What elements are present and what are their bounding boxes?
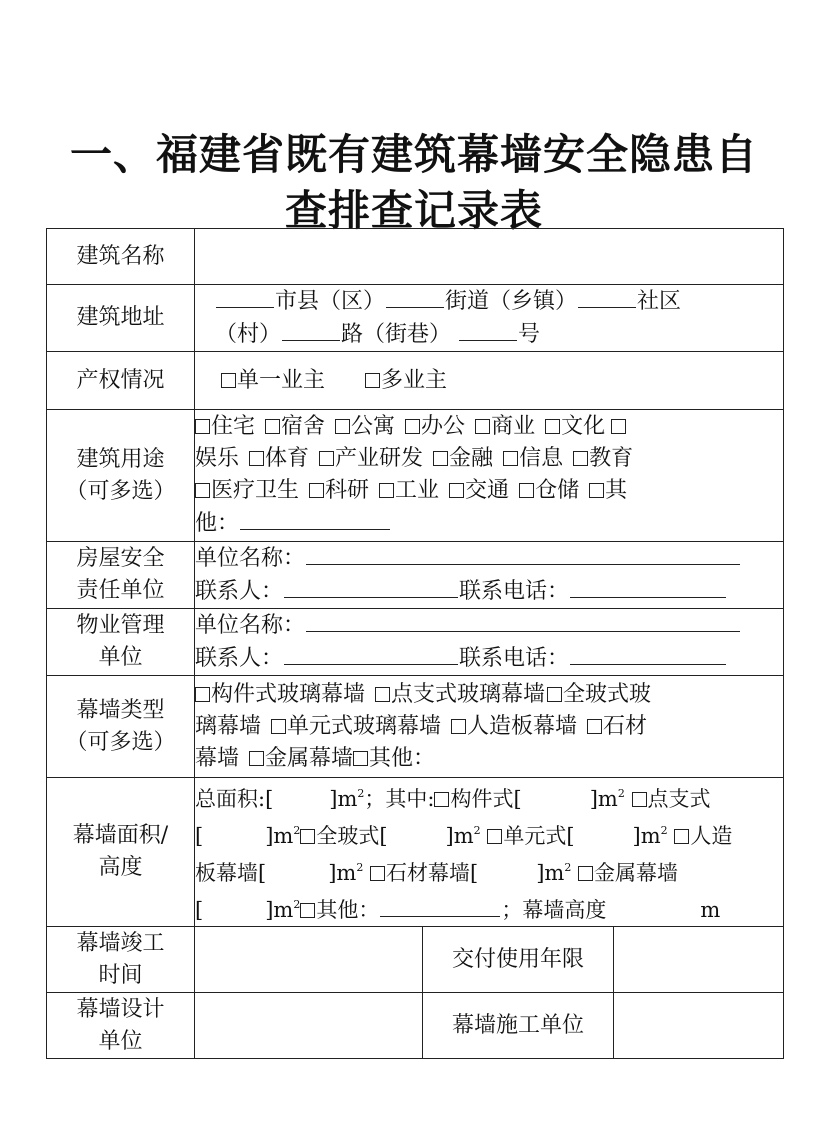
delivery-years-field[interactable] bbox=[614, 927, 784, 993]
delivery-years-label: 交付使用年限 bbox=[423, 927, 614, 993]
checkbox-icon[interactable] bbox=[674, 829, 689, 844]
usage-option-entertainment: 娱乐 bbox=[195, 446, 240, 471]
road-label: 路（街巷） bbox=[341, 322, 452, 347]
usage-option[interactable]: 信息 bbox=[503, 446, 563, 471]
row-curtain-wall-area bbox=[47, 778, 784, 927]
curtain-option[interactable]: 全玻式玻 bbox=[547, 682, 651, 707]
checkbox-icon[interactable] bbox=[249, 751, 264, 766]
city-blank[interactable] bbox=[216, 285, 274, 308]
curtain-option[interactable]: 构件式玻璃幕墙 bbox=[195, 682, 365, 707]
checkbox-icon[interactable] bbox=[300, 829, 315, 844]
usage-option[interactable]: 文化 bbox=[545, 414, 605, 439]
usage-option[interactable]: 仓储 bbox=[519, 478, 579, 503]
building-usage-options bbox=[195, 410, 784, 542]
curtain-option[interactable]: 点支式玻璃幕墙 bbox=[375, 682, 545, 707]
property-mgmt-label: 物业管理 单位 bbox=[47, 609, 195, 676]
safety-unit-name-blank[interactable] bbox=[306, 542, 740, 565]
total-area-label: 总面积:[ bbox=[195, 787, 274, 811]
checkbox-icon[interactable] bbox=[365, 373, 380, 388]
completion-time-field[interactable] bbox=[195, 927, 423, 993]
usage-option[interactable]: 金融 bbox=[433, 446, 493, 471]
usage-option[interactable]: 住宅 bbox=[195, 414, 255, 439]
row-property-management-unit bbox=[47, 609, 784, 676]
property-phone-blank[interactable] bbox=[570, 642, 726, 665]
checkbox-icon[interactable] bbox=[195, 483, 210, 498]
checkbox-icon[interactable] bbox=[545, 419, 560, 434]
ownership-options bbox=[195, 352, 784, 410]
curtain-option-other[interactable]: 其他： bbox=[353, 746, 435, 771]
row-building-name bbox=[47, 229, 784, 285]
contact-label: 联系人： bbox=[195, 646, 284, 671]
community-label: 社区 bbox=[637, 289, 682, 314]
checkbox-icon[interactable] bbox=[265, 419, 280, 434]
safety-unit-fields bbox=[195, 542, 784, 609]
checkbox-icon[interactable] bbox=[503, 451, 518, 466]
curtain-option[interactable]: 石材 bbox=[587, 714, 647, 739]
building-usage-label: 建筑用途 （可多选） bbox=[47, 410, 195, 542]
checkbox-icon[interactable] bbox=[405, 419, 420, 434]
page-title-line1: 一、福建省既有建筑幕墙安全隐患自 bbox=[69, 130, 758, 179]
height-label: 幕墙高度 bbox=[522, 898, 607, 922]
usage-other-blank[interactable] bbox=[240, 507, 390, 530]
building-name-field[interactable] bbox=[195, 229, 784, 285]
curtain-option[interactable]: 金属幕墙 bbox=[249, 746, 353, 771]
checkbox-icon[interactable] bbox=[353, 751, 368, 766]
checkbox-icon[interactable] bbox=[449, 483, 464, 498]
design-unit-field[interactable] bbox=[195, 993, 423, 1059]
usage-option-other[interactable]: 其 bbox=[589, 478, 627, 503]
checkbox-icon[interactable] bbox=[370, 866, 385, 881]
usage-option[interactable]: 办公 bbox=[405, 414, 465, 439]
curtain-option[interactable]: 人造板幕墙 bbox=[451, 714, 577, 739]
phone-label: 联系电话： bbox=[459, 579, 570, 604]
construction-unit-label: 幕墙施工单位 bbox=[423, 993, 614, 1059]
curtain-option-text: 璃幕墙 bbox=[195, 713, 262, 739]
property-unit-name-blank[interactable] bbox=[306, 609, 740, 632]
inspection-record-table bbox=[46, 228, 784, 1059]
checkbox-icon[interactable] bbox=[309, 483, 324, 498]
checkbox-icon[interactable] bbox=[632, 792, 647, 807]
checkbox-icon[interactable] bbox=[319, 451, 334, 466]
village-label: （村） bbox=[215, 322, 282, 347]
curtain-area-fields: 总面积:[ ]$m^2$；其中: 构件式[ ]$m^2$ 点支式 [ ]$m^2$ 全玻式[ ]$m^2$ 单元式[ ]$m^2$ 人造 板幕墙[ ]$m^2$ 石材幕墙[ ]$m^2$ 金属幕墙 [ ]$m^2$ 其他： ；幕墙高度 m bbox=[195, 778, 784, 927]
usage-option[interactable]: 医疗卫生 bbox=[195, 478, 299, 503]
contact-label: 联系人： bbox=[195, 579, 284, 604]
checkbox-icon[interactable] bbox=[547, 687, 562, 702]
row-building-usage bbox=[47, 410, 784, 542]
community-blank[interactable] bbox=[578, 285, 636, 308]
row-design-unit bbox=[47, 993, 784, 1059]
building-name-label: 建筑名称 bbox=[47, 229, 195, 285]
other-area-blank[interactable] bbox=[380, 894, 500, 917]
checkbox-icon[interactable] bbox=[578, 866, 593, 881]
row-curtain-wall-type bbox=[47, 676, 784, 778]
row-building-address bbox=[47, 285, 784, 352]
checkbox-icon[interactable] bbox=[249, 451, 264, 466]
ownership-label: 产权情况 bbox=[47, 352, 195, 410]
usage-option[interactable]: 产业研发 bbox=[319, 446, 423, 471]
usage-option[interactable]: 公寓 bbox=[335, 414, 395, 439]
street-blank[interactable] bbox=[386, 285, 444, 308]
checkbox-icon[interactable] bbox=[221, 373, 236, 388]
curtain-type-options bbox=[195, 676, 784, 778]
checkbox-icon[interactable] bbox=[587, 719, 602, 734]
design-unit-label: 幕墙设计 单位 bbox=[47, 993, 195, 1059]
checkbox-icon[interactable] bbox=[375, 687, 390, 702]
ownership-option-single[interactable]: 单一业主 bbox=[221, 368, 325, 393]
curtain-option[interactable]: 单元式玻璃幕墙 bbox=[271, 714, 441, 739]
curtain-type-label: 幕墙类型 （可多选） bbox=[47, 676, 195, 778]
unit-name-label: 单位名称： bbox=[195, 613, 306, 638]
checkbox-icon[interactable] bbox=[573, 451, 588, 466]
safety-unit-label: 房屋安全 责任单位 bbox=[47, 542, 195, 609]
checkbox-icon[interactable] bbox=[589, 483, 604, 498]
checkbox-icon[interactable] bbox=[300, 903, 315, 918]
checkbox-icon[interactable] bbox=[611, 419, 626, 434]
usage-option[interactable]: 体育 bbox=[249, 446, 309, 471]
construction-unit-field[interactable] bbox=[614, 993, 784, 1059]
checkbox-icon[interactable] bbox=[379, 483, 394, 498]
usage-option[interactable]: 教育 bbox=[573, 446, 633, 471]
road-blank[interactable] bbox=[282, 318, 340, 341]
curtain-area-label: 幕墙面积/ 高度 bbox=[47, 778, 195, 927]
row-completion-time bbox=[47, 927, 784, 993]
usage-option[interactable]: 工业 bbox=[379, 478, 439, 503]
usage-option[interactable]: 商业 bbox=[475, 414, 535, 439]
checkbox-icon[interactable] bbox=[519, 483, 534, 498]
checkbox-icon[interactable] bbox=[335, 419, 350, 434]
number-blank[interactable] bbox=[459, 318, 517, 341]
checkbox-icon[interactable] bbox=[487, 829, 502, 844]
checkbox-icon[interactable] bbox=[451, 719, 466, 734]
building-address-field[interactable] bbox=[195, 285, 784, 352]
usage-option[interactable]: 交通 bbox=[449, 478, 509, 503]
city-label: 市县（区） bbox=[275, 289, 386, 314]
usage-option[interactable]: 宿舍 bbox=[265, 414, 325, 439]
property-mgmt-fields bbox=[195, 609, 784, 676]
page-title-line2: 查排查记录表 bbox=[284, 186, 543, 235]
safety-contact-blank[interactable] bbox=[284, 575, 458, 598]
usage-option[interactable]: 科研 bbox=[309, 478, 369, 503]
phone-label: 联系电话： bbox=[459, 646, 570, 671]
unit-name-label: 单位名称： bbox=[195, 546, 306, 571]
building-address-label: 建筑地址 bbox=[47, 285, 195, 352]
property-contact-blank[interactable] bbox=[284, 642, 458, 665]
row-ownership bbox=[47, 352, 784, 410]
checkbox-icon[interactable] bbox=[433, 451, 448, 466]
row-safety-responsible-unit bbox=[47, 542, 784, 609]
usage-other-label: 他： bbox=[195, 511, 240, 536]
safety-phone-blank[interactable] bbox=[570, 575, 726, 598]
completion-time-label: 幕墙竣工 时间 bbox=[47, 927, 195, 993]
curtain-option-text: 幕墙 bbox=[195, 745, 240, 771]
checkbox-icon[interactable] bbox=[475, 419, 490, 434]
checkbox-icon[interactable] bbox=[434, 792, 449, 807]
number-label: 号 bbox=[518, 322, 541, 347]
checkbox-icon[interactable] bbox=[271, 719, 286, 734]
checkbox-icon[interactable] bbox=[195, 419, 210, 434]
street-label: 街道（乡镇） bbox=[445, 289, 578, 314]
checkbox-icon[interactable] bbox=[195, 687, 210, 702]
ownership-option-multiple[interactable]: 多业主 bbox=[365, 368, 447, 393]
